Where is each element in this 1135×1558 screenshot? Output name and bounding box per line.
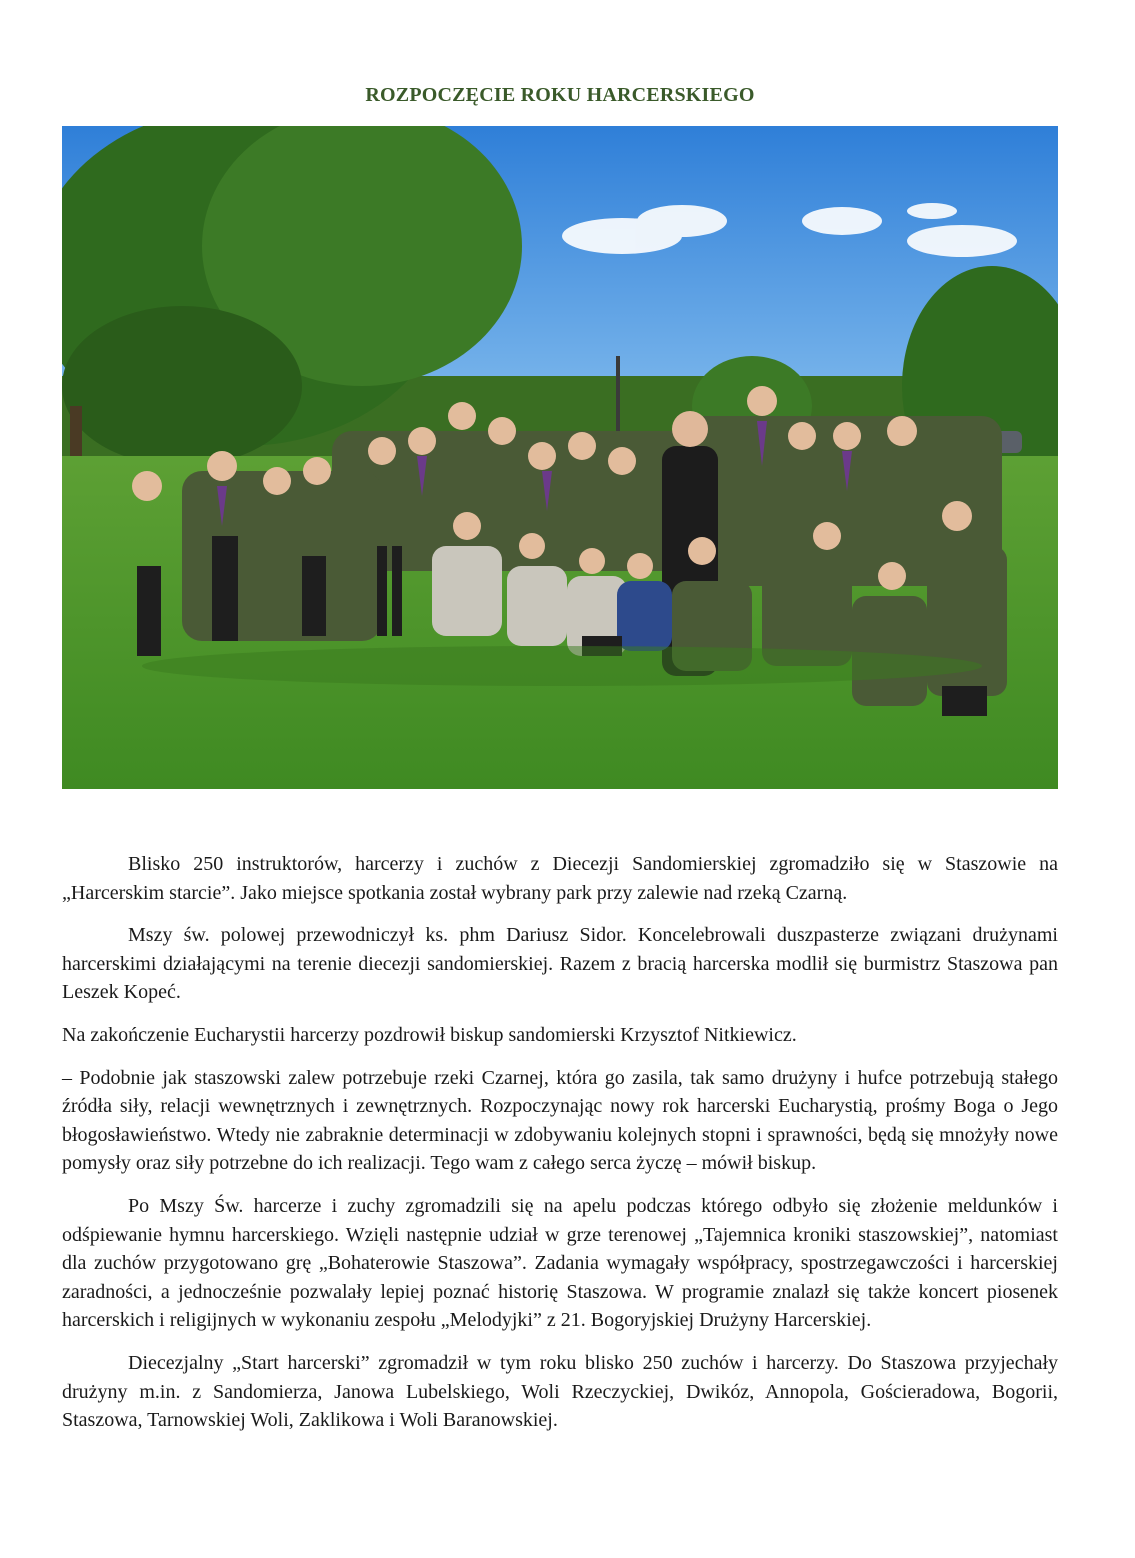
paragraph: Mszy św. polowej przewodniczył ks. phm Dariusz Sidor. Koncelebrowali duszpasterze związani drużynami harcerskimi działającymi na terenie diecezji sandomierskiej. Razem z bracią harcerska modlił się burmistrz Staszowa pan Leszek Kopeć. xyxy=(62,924,1058,1004)
paragraph: Diecezjalny „Start harcerski” zgromadził w tym roku blisko 250 zuchów i harcerzy. Do Staszowa przyjechały drużyny m.in. z Sandomierza, Janowa Lubelskiego, Woli Rzeczyckiej, Dwikóz, Annopola, Gościeradowa, Bogorii, Staszowa, Tarnowskiej Woli, Zaklikowa i Woli Baranowskiej. xyxy=(62,1351,1058,1432)
group-photo xyxy=(62,126,1058,789)
article-body xyxy=(62,850,1058,1449)
paragraph: Na zakończenie Eucharystii harcerzy pozdrowił biskup sandomierski Krzysztof Nitkiewicz. xyxy=(62,1023,797,1046)
paragraph: – Podobnie jak staszowski zalew potrzebuje rzeki Czarnej, która go zasila, tak samo drużyny i hufce potrzebują stałego źródła siły, relacji wewnętrznych i zewnętrznych. Rozpoczynając nowy rok harcerski Eucharystią, prośmy Boga o Jego błogosławieństwo. Wtedy nie zabraknie determinacji w zdobywaniu kolejnych stopni i sprawności, będą się mnożyły nowe pomysły oraz siły potrzebne do ich realizacji. Tego wam z całego serca życzę – mówił biskup. xyxy=(62,1066,1058,1175)
paragraph: Po Mszy Św. harcerze i zuchy zgromadzili się na apelu podczas którego odbyło się złożenie meldunków i odśpiewanie hymnu harcerskiego. Wzięli następnie udział w grze terenowej „Tajemnica kroniki staszowskiej”, natomiast dla zuchów przygotowano grę „Bohaterowie Staszowa”. Zadania wymagały współpracy, spostrzegawczości i harcerskiej zaradności, a jednocześnie pozwalały lepiej poznać historię Staszowa. W programie znalazł się także koncert piosenek harcerskich i religijnych w wykonaniu zespołu „Melodyjki” z 21. Bogoryjskiej Drużyny Harcerskiej. xyxy=(62,1194,1058,1332)
page-title: ROZPOCZĘCIE ROKU HARCERSKIEGO xyxy=(365,84,755,106)
paragraph: Blisko 250 instruktorów, harcerzy i zuchów z Diecezji Sandomierskiej zgromadziło się w Staszowie na „Harcerskim starcie”. Jako miejsce spotkania został wybrany park przy zalewie nad rzeką Czarną. xyxy=(62,853,1058,904)
